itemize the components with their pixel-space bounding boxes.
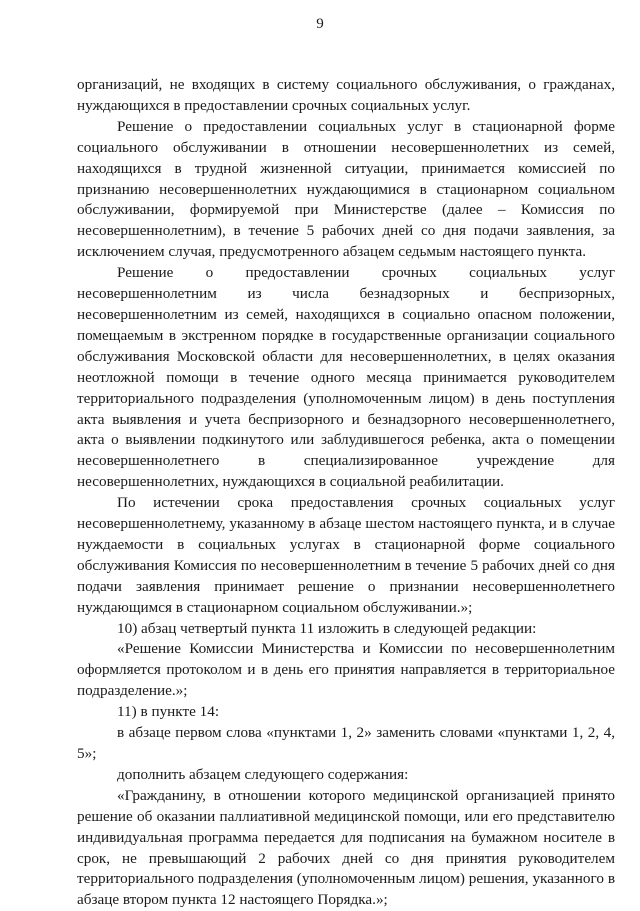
document-body (77, 75, 615, 911)
paragraph-expiry: По истечении срока предоставления срочных социальных услуг несовершеннолетнему, указанному в абзаце шестом настоящего пункта, и в случае нуждаемости в социальных услугах в стационарной форме социального обслуживания Комиссия по несовершеннолетним в течение 5 рабочих дней со дня подачи заявления принимает решение о признании несовершеннолетнего нуждающимся в стационарном социальном обслуживании.»; (77, 494, 615, 616)
paragraph-add-paragraph: дополнить абзацем следующего содержания: (117, 765, 409, 783)
paragraph-continuation: организаций, не входящих в систему социального обслуживания, о гражданах, нуждающихся в предоставлении срочных социальных услуг. (77, 76, 615, 114)
paragraph-quote-commission: «Решение Комиссии Министерства и Комиссии по несовершеннолетним оформляется протоколом и в день его принятия направляется в территориальное подразделение.»; (77, 640, 615, 700)
paragraph-item-10: 10) абзац четвертый пункта 11 изложить в следующей редакции: (117, 619, 537, 637)
paragraph-decision-urgent: Решение о предоставлении срочных социальных услуг несовершеннолетним из числа безнадзорных и беспризорных, несовершеннолетним из семей, находящихся в социально опасном положении, помещаемым в экстренном порядке в государственные организации социального обслуживания Московской области для несовершеннолетних, в целях оказания неотложной помощи в течение одного месяца принимается руководителем территориального подразделения (уполномоченным лицом) в день поступления акта выявления и учета беспризорного и безнадзорного несовершеннолетнего, акта о выявлении подкинутого или заблудившегося ребенка, акта о помещении несовершеннолетнего в специализированное учреждение для несовершеннолетних, нуждающихся в социальной реабилитации. (77, 264, 615, 491)
paragraph-decision-stationary: Решение о предоставлении социальных услуг в стационарной форме социального обслуживании в отношении несовершеннолетних из семей, находящихся в трудной жизненной ситуации, принимается комиссией по признанию несовершеннолетних нуждающимися в стационарном социальном обслуживании, формируемой при Министерстве (далее – Комиссия по несовершеннолетним), в течение 5 рабочих дней со дня подачи заявления, за исключением случая, предусмотренного абзацем седьмым настоящего пункта. (77, 117, 615, 261)
paragraph-quote-citizen: «Гражданину, в отношении которого медицинской организацией принято решение об оказании паллиативной медицинской помощи, или его представителю индивидуальная программа передается для подписания на бумажном носителе в срок, не превышающий 2 рабочих дней со дня принятия руководителем территориального подразделения (уполномоченным лицом) решения, указанного в абзаце втором пункта 12 настоящего Порядка.»; (77, 786, 615, 909)
paragraph-replace-words: в абзаце первом слова «пунктами 1, 2» заменить словами «пунктами 1, 2, 4, 5»; (77, 724, 615, 762)
paragraph-item-11: 11) в пункте 14: (117, 703, 220, 721)
page-number: 9 (316, 16, 324, 32)
